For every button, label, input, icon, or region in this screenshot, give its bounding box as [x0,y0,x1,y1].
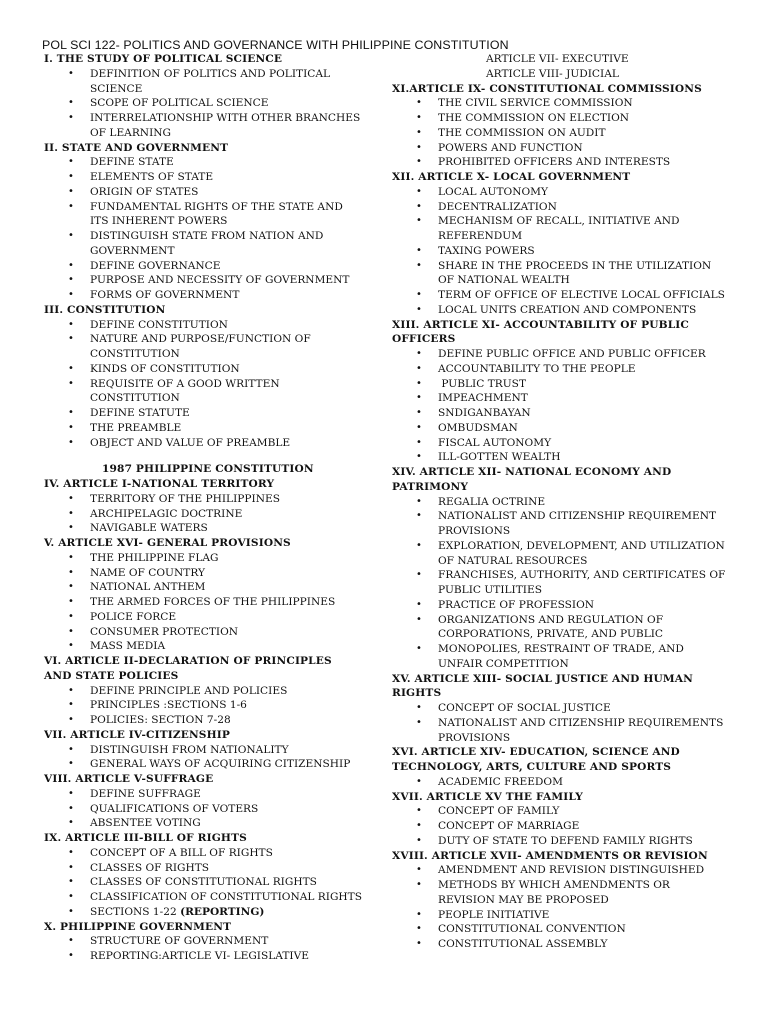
list-item: • SCOPE OF POLITICAL SCIENCE [44,96,362,111]
list-item: • CONCEPT OF MARRIAGE [392,819,726,834]
list-item: • TERM OF OFFICE OF ELECTIVE LOCAL OFFICIALS [392,288,726,303]
list-item: • IMPEACHMENT [392,391,726,406]
reporting-label: (REPORTING) [180,905,265,918]
continued-item: ARTICLE VII- EXECUTIVE [486,53,629,65]
list-item: • MECHANISM OF RECALL, INITIATIVE AND REFERENDUM [392,214,726,244]
list-item: • DEFINE CONSTITUTION [44,318,362,333]
document-title: POL SCI 122- POLITICS AND GOVERNANCE WITH PHILIPPINE CONSTITUTION [42,38,509,52]
list-item: • MASS MEDIA [44,639,362,654]
list-item: • REGALIA OCTRINE [392,495,726,510]
section-list [44,67,362,141]
list-item: • CONCEPT OF A BILL OF RIGHTS [44,846,362,861]
list-item: • ORGANIZATIONS AND REGULATION OF CORPORATIONS, PRIVATE, AND PUBLIC [392,613,726,643]
list-item: • POWERS AND FUNCTION [392,141,726,156]
list-item: • EXPLORATION, DEVELOPMENT, AND UTILIZATION OF NATURAL RESOURCES [392,539,726,569]
list-item: • THE ARMED FORCES OF THE PHILIPPINES [44,595,362,610]
list-item: • PEOPLE INITIATIVE [392,908,726,923]
list-item: • DEFINE STATE [44,155,362,170]
spacer [44,450,362,462]
list-item: • NAME OF COUNTRY [44,566,362,581]
list-item: • PRACTICE OF PROFESSION [392,598,726,613]
list-item: • LOCAL AUTONOMY [392,185,726,200]
list-item: • NATURE AND PURPOSE/FUNCTION OF CONSTITUTION [44,332,362,362]
section-heading: XI.ARTICLE IX- CONSTITUTIONAL COMMISSIONS [392,82,702,95]
continued-item: ARTICLE VIII- JUDICIAL [486,67,619,80]
list-item: • NATIONAL ANTHEM [44,580,362,595]
list-item: • FRANCHISES, AUTHORITY, AND CERTIFICATES OF PUBLIC UTILITIES [392,568,726,598]
list-item: • NAVIGABLE WATERS [44,521,362,536]
list-item: • LOCAL UNITS CREATION AND COMPONENTS [392,303,726,318]
list-item: • REPORTING:ARTICLE VI- LEGISLATIVE [44,949,362,964]
section-heading: VI. ARTICLE II-DECLARATION OF PRINCIPLES AND STATE POLICIES [44,655,332,682]
section-heading: IV. ARTICLE I-NATIONAL TERRITORY [44,478,275,490]
list-item: • MONOPOLIES, RESTRAINT OF TRADE, AND UNFAIR COMPETITION [392,642,726,672]
section-list [392,495,726,672]
section-list [44,492,362,536]
list-item: • NATIONALIST AND CITIZENSHIP REQUIREMENT PROVISIONS [392,509,726,539]
list-item: • ORIGIN OF STATES [44,185,362,200]
section-list [392,775,726,790]
list-item: • FISCAL AUTONOMY [392,436,726,451]
section-heading: XIII. ARTICLE XI- ACCOUNTABILITY OF PUBLIC OFFICERS [392,318,689,346]
list-item: • ACCOUNTABILITY TO THE PEOPLE [392,362,726,377]
list-item: • DEFINE SUFFRAGE [44,787,362,802]
section-heading: I. THE STUDY OF POLITICAL SCIENCE [44,53,283,65]
list-item: • FUNDAMENTAL RIGHTS OF THE STATE AND ITS INHERENT POWERS [44,200,362,230]
section-heading: XIV. ARTICLE XII- NATIONAL ECONOMY AND PATRIMONY [392,466,672,493]
list-item: • POLICIES: SECTION 7-28 [44,713,362,728]
list-item: • FORMS OF GOVERNMENT [44,288,362,303]
section-heading: VIII. ARTICLE V-SUFFRAGE [44,773,214,785]
list-item: • THE PHILIPPINE FLAG [44,551,362,566]
list-item: • CONSTITUTIONAL CONVENTION [392,922,726,937]
list-item: • PUBLIC TRUST [392,377,726,392]
list-item: • CLASSES OF CONSTITUTIONAL RIGHTS [44,875,362,890]
section-heading: XII. ARTICLE X- LOCAL GOVERNMENT [392,171,631,183]
list-item: • PRINCIPLES :SECTIONS 1-6 [44,698,362,713]
subheading: 1987 PHILIPPINE CONSTITUTION [102,463,314,476]
list-item: • DEFINE PUBLIC OFFICE AND PUBLIC OFFICER [392,347,726,362]
list-item: • DECENTRALIZATION [392,200,726,215]
list-item: • ACADEMIC FREEDOM [392,775,726,790]
section-list [392,185,726,318]
list-item: • DEFINE PRINCIPLE AND POLICIES [44,684,362,699]
section-heading: V. ARTICLE XVI- GENERAL PROVISIONS [44,537,291,549]
section-heading: VII. ARTICLE IV-CITIZENSHIP [44,728,230,741]
section-list [44,934,362,964]
list-item: • DEFINE GOVERNANCE [44,259,362,274]
list-item: • QUALIFICATIONS OF VOTERS [44,802,362,817]
section-list [392,863,726,952]
list-item-reporting [44,905,362,920]
list-item: • CONCEPT OF FAMILY [392,804,726,819]
list-item: • THE CIVIL SERVICE COMMISSION [392,96,726,111]
section-list [44,155,362,303]
section-heading: II. STATE AND GOVERNMENT [44,141,229,154]
list-item: • CONSTITUTIONAL ASSEMBLY [392,937,726,952]
list-item: • DEFINITION OF POLITICS AND POLITICAL SCIENCE [44,67,362,97]
section-list [392,804,726,848]
list-item: • THE PREAMBLE [44,421,362,436]
list-item: • AMENDMENT AND REVISION DISTINGUISHED [392,863,726,878]
list-item: • METHODS BY WHICH AMENDMENTS OR REVISION MAY BE PROPOSED [392,878,726,908]
section-heading: XVII. ARTICLE XV THE FAMILY [392,790,584,803]
section-list [392,96,726,170]
list-item: • TAXING POWERS [392,244,726,259]
list-item: • ILL-GOTTEN WEALTH [392,450,726,465]
list-item: • ELEMENTS OF STATE [44,170,362,185]
list-item: • PROHIBITED OFFICERS AND INTERESTS [392,155,726,170]
section-list [44,318,362,451]
section-list [392,701,726,745]
list-item: • DISTINGUISH STATE FROM NATION AND GOVERNMENT [44,229,362,259]
section-list [44,743,362,773]
section-list [44,551,362,654]
section-heading: XVIII. ARTICLE XVII- AMENDMENTS OR REVISION [392,849,708,862]
list-item: • ARCHIPELAGIC DOCTRINE [44,507,362,522]
list-item: • DEFINE STATUTE [44,406,362,421]
list-item: • THE COMMISSION ON ELECTION [392,111,726,126]
list-item: • ABSENTEE VOTING [44,816,362,831]
list-item: • REQUISITE OF A GOOD WRITTEN CONSTITUTION [44,377,362,407]
list-item: • CONSUMER PROTECTION [44,625,362,640]
list-item: • OBJECT AND VALUE OF PREAMBLE [44,436,362,451]
list-item: • CLASSIFICATION OF CONSTITUTIONAL RIGHTS [44,890,362,905]
section-heading: XVI. ARTICLE XIV- EDUCATION, SCIENCE AND TECHNOLOGY, ARTS, CULTURE AND SPORTS [392,746,680,773]
right-column [392,52,726,952]
list-item: • DISTINGUISH FROM NATIONALITY [44,743,362,758]
section-list [44,684,362,728]
section-heading: IX. ARTICLE III-BILL OF RIGHTS [44,832,247,844]
left-column [44,52,362,964]
list-item: • THE COMMISSION ON AUDIT [392,126,726,141]
section-list [44,846,362,920]
list-item: • OMBUDSMAN [392,421,726,436]
section-list [392,347,726,465]
section-heading: X. PHILIPPINE GOVERNMENT [44,920,232,933]
list-item: • STRUCTURE OF GOVERNMENT [44,934,362,949]
list-item: • DUTY OF STATE TO DEFEND FAMILY RIGHTS [392,834,726,849]
list-item: • NATIONALIST AND CITIZENSHIP REQUIREMENTS PROVISIONS [392,716,726,746]
list-item-text: SECTIONS 1-22 [90,905,181,918]
section-list [44,787,362,831]
section-heading: III. CONSTITUTION [44,303,166,316]
list-item: • SHARE IN THE PROCEEDS IN THE UTILIZATION OF NATIONAL WEALTH [392,259,726,289]
list-item: • POLICE FORCE [44,610,362,625]
list-item: • INTERRELATIONSHIP WITH OTHER BRANCHES OF LEARNING [44,111,362,141]
list-item: • SNDIGANBAYAN [392,406,726,421]
list-item: • PURPOSE AND NECESSITY OF GOVERNMENT [44,273,362,288]
list-item: • CLASSES OF RIGHTS [44,861,362,876]
list-item: • GENERAL WAYS OF ACQUIRING CITIZENSHIP [44,757,362,772]
list-item: • KINDS OF CONSTITUTION [44,362,362,377]
section-heading: XV. ARTICLE XIII- SOCIAL JUSTICE AND HUMAN RIGHTS [392,672,693,700]
list-item: • CONCEPT OF SOCIAL JUSTICE [392,701,726,716]
list-item: • TERRITORY OF THE PHILIPPINES [44,492,362,507]
